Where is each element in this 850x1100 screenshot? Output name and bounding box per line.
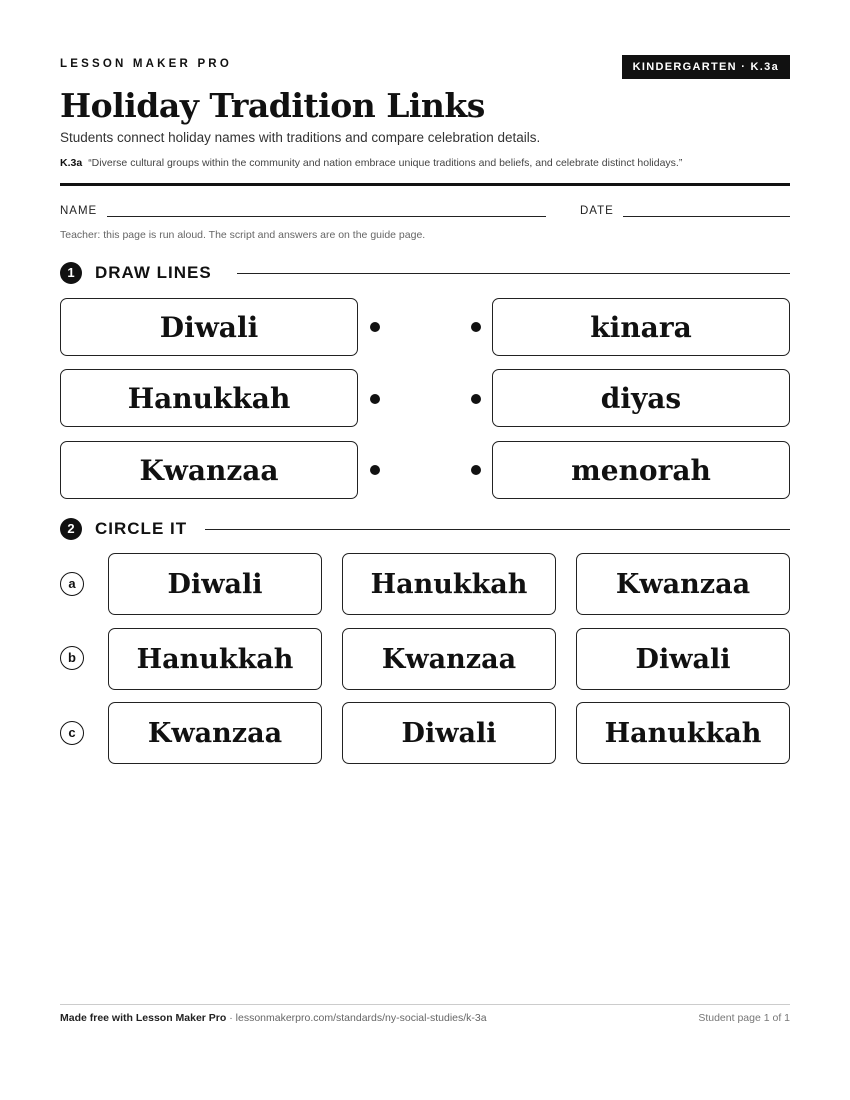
section-number-badge: 1	[60, 262, 82, 284]
header-bar	[60, 55, 790, 79]
section-draw-lines-header	[60, 261, 790, 285]
teacher-note: Teacher: this page is run aloud. The script and answers are on the guide page.	[60, 229, 426, 241]
circle-option[interactable]: Diwali	[108, 553, 322, 615]
section-title: DRAW LINES	[95, 263, 212, 282]
match-right-card: menorah	[492, 441, 790, 499]
grade-badge: KINDERGARTEN · K.3a	[622, 55, 790, 79]
footer-made-text: Made free with Lesson Maker Pro	[60, 1012, 227, 1024]
standard-text: “Diverse cultural groups within the community and nation embrace unique traditions and beliefs, and celebrate distinct holidays.”	[88, 157, 683, 169]
match-left-card: Kwanzaa	[60, 441, 358, 499]
footer-credit	[60, 1012, 487, 1024]
circle-option[interactable]: Kwanzaa	[108, 702, 322, 764]
page-title: Holiday Tradition Links	[60, 86, 485, 125]
circle-option[interactable]: Hanukkah	[576, 702, 790, 764]
name-date-row	[60, 205, 790, 219]
name-label: NAME	[60, 205, 98, 217]
date-field[interactable]	[623, 216, 790, 217]
standard-code: K.3a	[60, 157, 83, 169]
section-circle-it-header	[60, 517, 790, 541]
row-letter-badge: a	[60, 572, 84, 596]
footer-url[interactable]: · lessonmakerpro.com/standards/ny-social-studies/k-3a	[226, 1012, 487, 1024]
worksheet-page	[60, 0, 790, 1100]
match-left-dot[interactable]	[370, 394, 380, 404]
standard-line	[60, 157, 790, 169]
footer-page-number: Student page 1 of 1	[698, 1012, 790, 1024]
circle-option[interactable]: Diwali	[342, 702, 556, 764]
circle-option[interactable]: Hanukkah	[342, 553, 556, 615]
row-letter-badge: b	[60, 646, 84, 670]
match-left-dot[interactable]	[370, 465, 380, 475]
match-right-card: diyas	[492, 369, 790, 427]
section-rule	[205, 529, 790, 530]
match-left-dot[interactable]	[370, 322, 380, 332]
circle-option[interactable]: Hanukkah	[108, 628, 322, 690]
circle-option[interactable]: Kwanzaa	[576, 553, 790, 615]
match-right-dot[interactable]	[471, 465, 481, 475]
section-rule	[237, 273, 790, 274]
match-right-dot[interactable]	[471, 394, 481, 404]
page-subtitle: Students connect holiday names with traditions and compare celebration details.	[60, 130, 541, 145]
header-divider	[60, 183, 790, 186]
footer-divider	[60, 1004, 790, 1005]
name-field[interactable]	[107, 216, 546, 217]
row-letter-badge: c	[60, 721, 84, 745]
circle-option[interactable]: Kwanzaa	[342, 628, 556, 690]
section-number-badge: 2	[60, 518, 82, 540]
brand-name: LESSON MAKER PRO	[60, 58, 232, 70]
match-right-card: kinara	[492, 298, 790, 356]
date-label: DATE	[580, 205, 614, 217]
match-left-card: Hanukkah	[60, 369, 358, 427]
match-right-dot[interactable]	[471, 322, 481, 332]
section-title: CIRCLE IT	[95, 519, 188, 538]
match-left-card: Diwali	[60, 298, 358, 356]
circle-option[interactable]: Diwali	[576, 628, 790, 690]
